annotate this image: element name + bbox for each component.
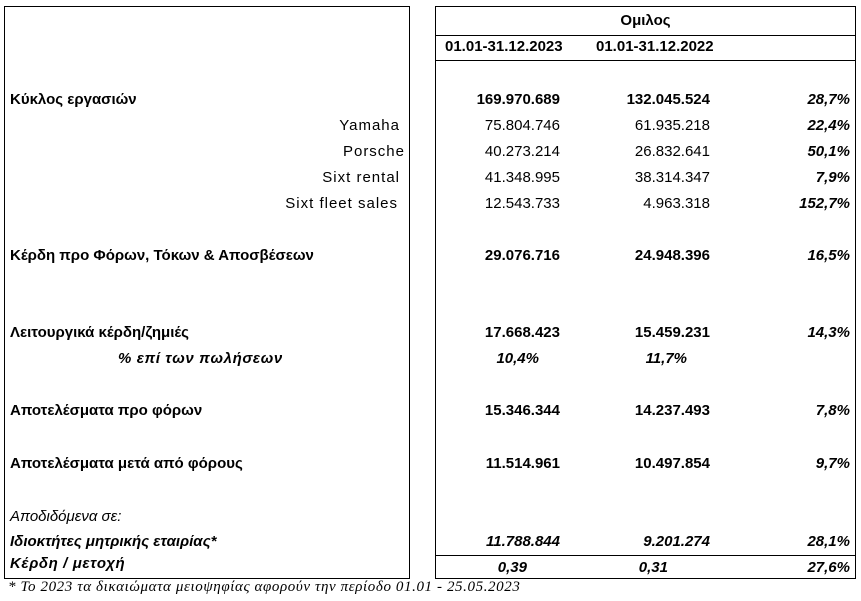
margin-2022: 11,7% [645,350,687,367]
revenue-2022: 132.045.524 [626,91,710,108]
parent-owners-change: 28,1% [807,533,850,550]
net-results-2022: 10.497.854 [634,455,710,472]
row-label-net-results: Αποτελέσματα μετά από φόρους [10,455,243,472]
row-label-eps: Κέρδη / μετοχή [10,555,126,572]
margin-2023: 10,4% [496,350,539,367]
sixt-rental-change: 7,9% [815,169,850,186]
row-label-ebitda: Κέρδη προ Φόρων, Τόκων & Αποσβέσεων [10,247,314,264]
porsche-2023: 40.273.214 [484,143,560,160]
net-results-2023: 11.514.961 [485,455,560,472]
row-divider-left [435,555,436,579]
operating-profit-change: 14,3% [807,324,850,341]
header-divider [435,35,856,36]
yamaha-change: 22,4% [807,117,850,134]
ebitda-2023: 29.076.716 [484,247,560,264]
pretax-results-2022: 14.237.493 [634,402,710,419]
yamaha-2022: 61.935.218 [634,117,710,134]
eps-change: 27,6% [807,559,850,576]
sixt-rental-2023: 41.348.995 [484,169,560,186]
operating-profit-2022: 15.459.231 [634,324,710,341]
group-header: Ομιλος [620,12,671,29]
parent-owners-2022: 9.201.274 [643,533,710,550]
porsche-2022: 26.832.641 [634,143,710,160]
sixt-fleet-sales-2023: 12.543.733 [484,195,560,212]
footnote: * Το 2023 τα δικαιώματα μειοψηφίας αφορούν την περίοδο 01.01 - 25.05.2023 [8,579,521,595]
row-label-attributable: Αποδιδόμενα σε: [10,508,122,525]
pretax-results-change: 7,8% [815,402,850,419]
pretax-results-2023: 15.346.344 [484,402,560,419]
parent-owners-2023: 11.788.844 [486,533,560,550]
last-row-divider [435,555,856,556]
revenue-change: 28,7% [807,91,850,108]
operating-profit-2023: 17.668.423 [484,324,560,341]
revenue-2023: 169.970.689 [476,91,560,108]
row-label-margin: % επί των πωλήσεων [118,350,283,367]
ebitda-2022: 24.948.396 [634,247,710,264]
porsche-change: 50,1% [807,143,850,160]
eps-2023: 0,39 [497,559,527,576]
ebitda-change: 16,5% [807,247,850,264]
yamaha-2023: 75.804.746 [484,117,560,134]
row-label-parent-owners: Ιδιοκτήτες μητρικής εταιρίας* [10,533,217,550]
column-header-2023: 01.01-31.12.2023 [445,38,563,55]
header-bottom-line [435,60,856,61]
row-label-sixt-fleet-sales: Sixt fleet sales [285,195,398,212]
row-label-porsche: Porsche [342,143,405,160]
row-label-sixt-rental: Sixt rental [322,169,400,186]
column-header-2022: 01.01-31.12.2022 [596,38,714,55]
sixt-fleet-sales-change: 152,7% [799,195,850,212]
net-results-change: 9,7% [815,455,850,472]
eps-2022: 0,31 [638,559,668,576]
row-label-revenue: Κύκλος εργασιών [10,91,137,108]
row-label-pretax-results: Αποτελέσματα προ φόρων [10,402,203,419]
row-label-yamaha: Yamaha [339,117,400,134]
row-label-operating-profit: Λειτουργικά κέρδη/ζημιές [10,324,189,341]
sixt-rental-2022: 38.314.347 [634,169,710,186]
sixt-fleet-sales-2022: 4.963.318 [643,195,710,212]
